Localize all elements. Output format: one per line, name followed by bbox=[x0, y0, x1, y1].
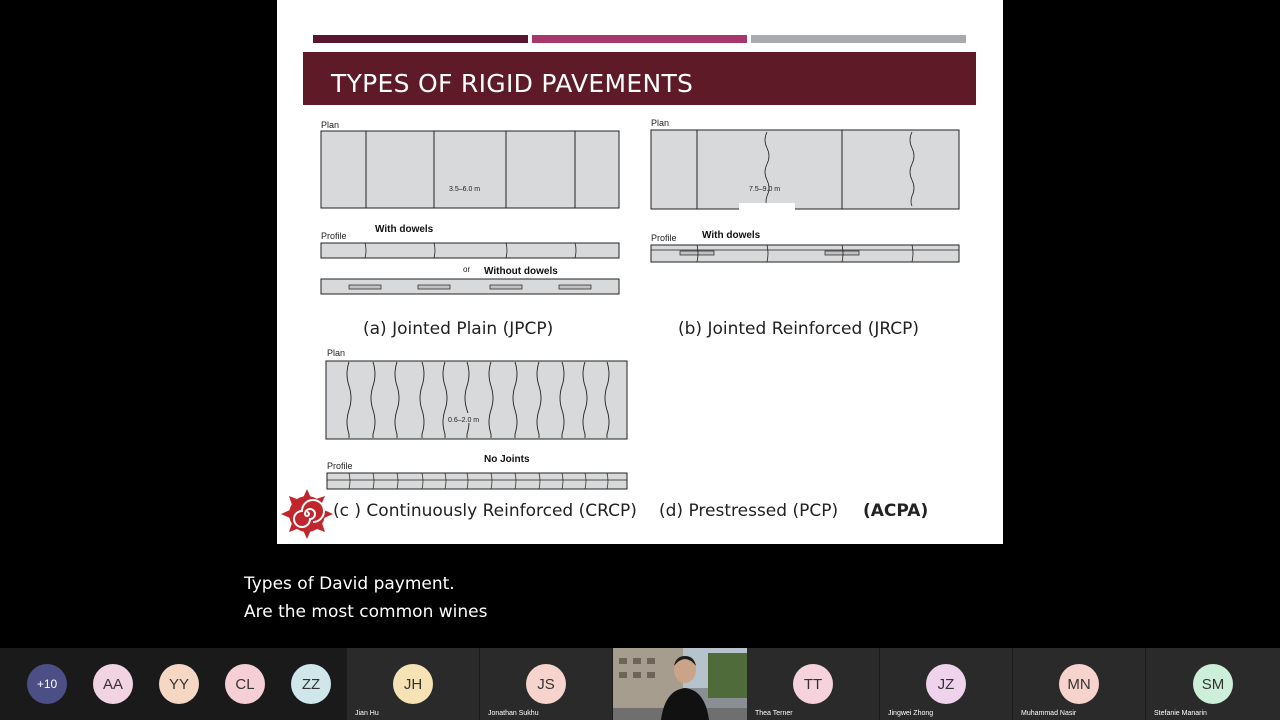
participant-tile-jz[interactable] bbox=[880, 648, 1012, 720]
avatar-sm: SM bbox=[1193, 664, 1233, 704]
participant-strip bbox=[0, 648, 1280, 720]
jpcp-without-dowels: Without dowels bbox=[484, 266, 558, 277]
caption-crcp: (c ) Continuously Reinforced (CRCP) bbox=[333, 501, 637, 521]
avatar-yy: YY bbox=[159, 664, 199, 704]
jpcp-plan-label: Plan bbox=[321, 120, 340, 130]
participant-name: Thea Terner bbox=[755, 710, 793, 717]
participant-tile-zz[interactable] bbox=[278, 648, 344, 720]
participant-name: Jian Hu bbox=[355, 710, 379, 717]
jrcp-profile-label: Profile bbox=[651, 233, 677, 243]
avatar-cl: CL bbox=[225, 664, 265, 704]
participant-name: Jingwei Zhong bbox=[888, 710, 934, 717]
speaker-video-tile[interactable] bbox=[613, 648, 747, 720]
overflow-tile[interactable] bbox=[14, 648, 80, 720]
diagram-jrcp bbox=[651, 118, 959, 262]
avatar-jh: JH bbox=[393, 664, 433, 704]
avatar-jz: JZ bbox=[926, 664, 966, 704]
spiral-sun-logo-icon bbox=[280, 488, 334, 540]
participant-tile-tt[interactable] bbox=[747, 648, 879, 720]
jpcp-with-dowels: With dowels bbox=[375, 224, 434, 235]
participant-name: Muhammad Nasir bbox=[1021, 710, 1077, 717]
caption-line-2: Are the most common wines bbox=[244, 602, 488, 622]
diagram-crcp bbox=[326, 348, 627, 489]
participant-tile-aa[interactable] bbox=[80, 648, 146, 720]
caption-pcp: (d) Prestressed (PCP) bbox=[659, 501, 839, 521]
pavement-diagrams bbox=[277, 0, 1003, 544]
crcp-no-joints: No Joints bbox=[484, 454, 530, 465]
participant-tile-yy[interactable] bbox=[146, 648, 212, 720]
participant-tile-mn[interactable] bbox=[1013, 648, 1145, 720]
caption-line-1: Types of David payment. bbox=[244, 574, 455, 594]
crcp-profile-slab bbox=[327, 473, 627, 489]
caption-jpcp: (a) Jointed Plain (JPCP) bbox=[363, 319, 554, 339]
avatar-mn: MN bbox=[1059, 664, 1099, 704]
jpcp-or: or bbox=[463, 265, 471, 274]
participant-name: Jonathan Sukhu bbox=[488, 710, 539, 717]
avatar-js: JS bbox=[526, 664, 566, 704]
source-label: (ACPA) bbox=[863, 501, 929, 521]
crcp-dimension: 0.6–2.0 m bbox=[448, 417, 480, 424]
more-participants-button[interactable]: +10 bbox=[27, 664, 67, 704]
avatar-zz: ZZ bbox=[291, 664, 331, 704]
crcp-profile-label: Profile bbox=[327, 461, 353, 471]
participant-tile-cl[interactable] bbox=[212, 648, 278, 720]
slide-title: TYPES OF RIGID PAVEMENTS bbox=[331, 69, 694, 98]
participant-tile-sm[interactable] bbox=[1146, 648, 1280, 720]
jpcp-profile-label: Profile bbox=[321, 231, 347, 241]
avatar-tt: TT bbox=[793, 664, 833, 704]
avatar-aa: AA bbox=[93, 664, 133, 704]
jpcp-dimension: 3.5–6.0 m bbox=[449, 186, 481, 193]
participant-tile-js[interactable] bbox=[480, 648, 612, 720]
participant-name: Stefanie Manarin bbox=[1154, 710, 1207, 717]
jrcp-dimension: 7.5–9.0 m bbox=[749, 186, 781, 193]
jrcp-with-dowels: With dowels bbox=[702, 230, 761, 241]
jrcp-plan-label: Plan bbox=[651, 118, 670, 128]
diagram-jpcp bbox=[321, 120, 619, 294]
shared-slide bbox=[277, 0, 1003, 544]
caption-jrcp: (b) Jointed Reinforced (JRCP) bbox=[678, 319, 920, 339]
participant-tile-jh[interactable] bbox=[347, 648, 479, 720]
crcp-plan-label: Plan bbox=[327, 348, 346, 358]
